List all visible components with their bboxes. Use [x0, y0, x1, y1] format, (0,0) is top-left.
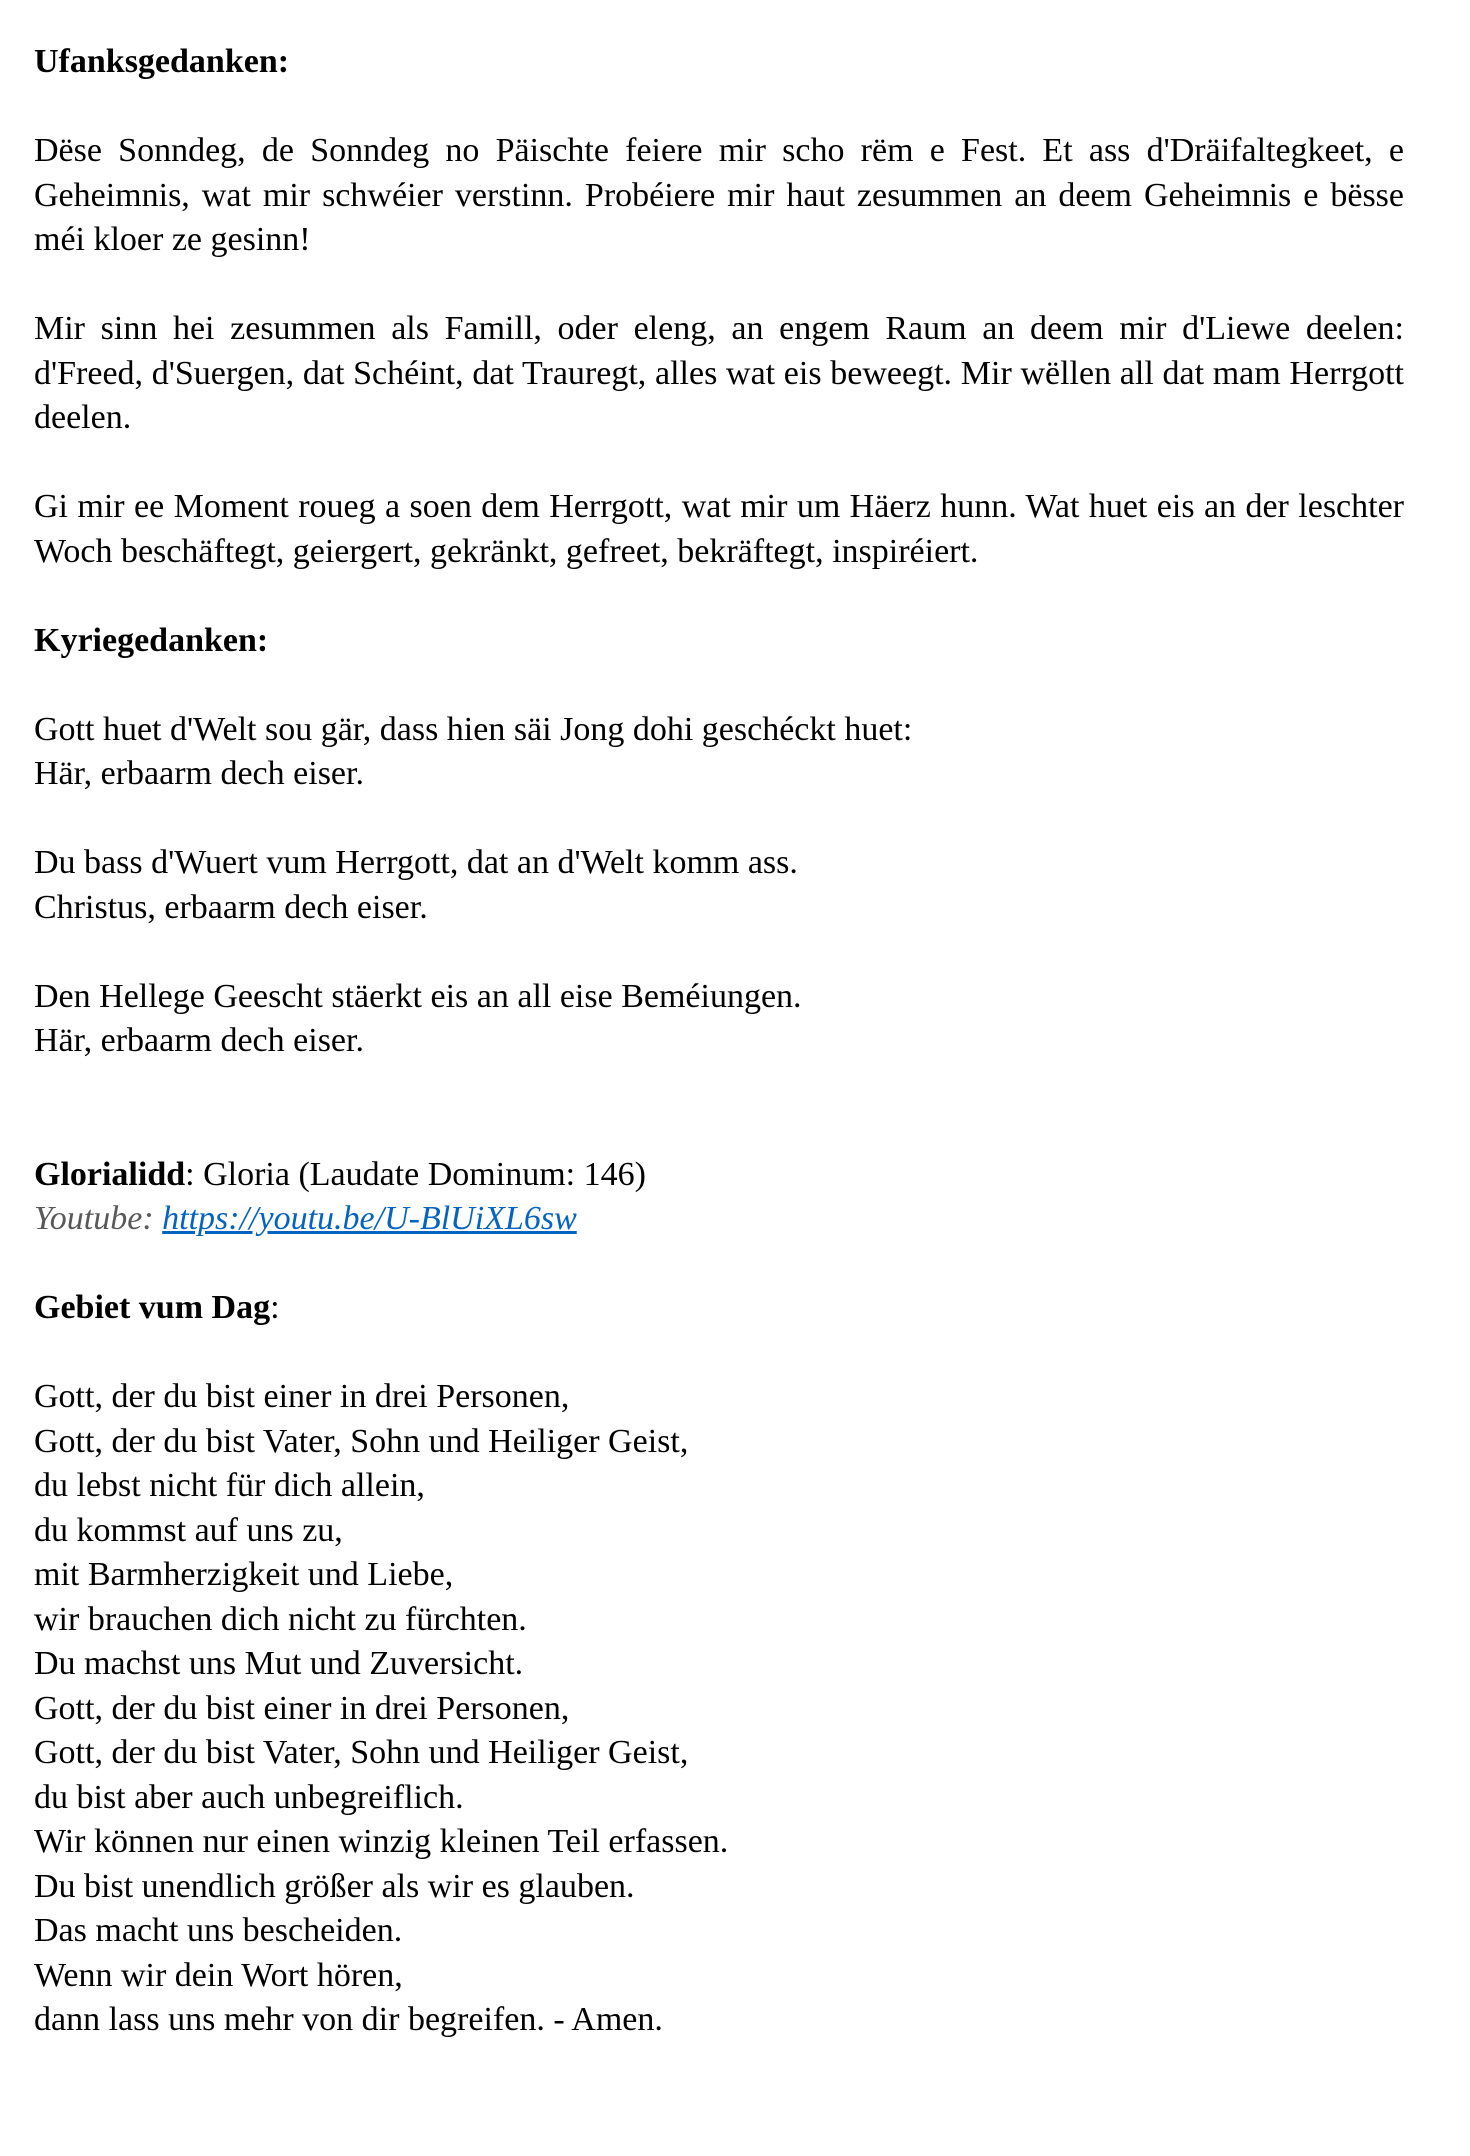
prayer-line: Gott, der du bist Vater, Sohn und Heiliger Geist,: [34, 1734, 689, 1771]
document-page: [34, 40, 1404, 2043]
prayer-line: mit Barmherzigkeit und Liebe,: [34, 1556, 454, 1593]
kyrie-stanza-3: [34, 975, 1404, 1064]
gloria-line: [34, 1153, 1404, 1198]
gebiet-heading: Gebiet vum Dag: [34, 1289, 271, 1326]
prayer-line: du bist aber auch unbegreiflich.: [34, 1778, 464, 1816]
kyrie-heading: Kyriegedanken:: [34, 621, 269, 659]
kyrie-stanza-1: [34, 708, 1404, 797]
ufanks-heading: Ufanksgedanken:: [34, 43, 290, 80]
youtube-link[interactable]: https://youtu.be/U-BlUiXL6sw: [162, 1200, 577, 1237]
kyrie-stanza-3-line-1: Den Hellege Geescht stäerkt eis an all eise Beméiungen.: [34, 977, 802, 1015]
prayer-line: du kommst auf uns zu,: [34, 1511, 343, 1549]
prayer-line: Wenn wir dein Wort hören,: [34, 1956, 403, 1994]
kyrie-stanza-1-line-1: Gott huet d'Welt sou gär, dass hien säi Jong dohi geschéckt huet:: [34, 710, 913, 748]
prayer-line: du lebst nicht für dich allein,: [34, 1467, 425, 1504]
prayer-line: wir brauchen dich nicht zu fürchten.: [34, 1600, 527, 1638]
gloria-label: Glorialidd: [34, 1155, 186, 1193]
youtube-label: Youtube:: [34, 1200, 163, 1237]
gebiet-heading-line: [34, 1286, 1404, 1331]
ufanks-paragraph-2: Mir sinn hei zesummen als Famill, oder eleng, an engem Raum an deem mir d'Liewe deelen: d'Freed, d'Suergen, dat Schéint, dat Trauregt, alles wat eis beweegt. Mir wëllen all dat mam Herrgott deelen.: [34, 310, 1404, 436]
prayer-line: Du bist unendlich größer als wir es glauben.: [34, 1867, 635, 1905]
prayer-line: Gott, der du bist einer in drei Personen,: [34, 1689, 570, 1727]
gebiet-heading-colon: :: [270, 1289, 280, 1326]
prayer-line: Du machst uns Mut und Zuversicht.: [34, 1645, 524, 1682]
ufanks-paragraph-3: Gi mir ee Moment roueg a soen dem Herrgott, wat mir um Häerz hunn. Wat huet eis an der leschter Woch beschäftegt, geiergert, gekränkt, gefreet, bekräftegt, inspiréiert.: [34, 488, 1404, 570]
prayer-line: Wir können nur einen winzig kleinen Teil erfassen.: [34, 1823, 729, 1860]
gloria-text: : Gloria (Laudate Dominum: 146): [185, 1155, 646, 1193]
ufanks-paragraph-1: Dëse Sonndeg, de Sonndeg no Päischte feiere mir scho rëm e Fest. Et ass d'Dräifaltegkeet, e Geheimnis, wat mir schwéier verstinn. Probéiere mir haut zesummen an deem Geheimnis e bësse méi kloer ze gesinn!: [34, 132, 1404, 258]
prayer-line: dann lass uns mehr von dir begreifen. - Amen.: [34, 2001, 663, 2038]
kyrie-stanza-2: [34, 841, 1404, 930]
kyrie-stanza-1-response: Här, erbaarm dech eiser.: [34, 755, 364, 792]
youtube-line: [34, 1197, 1404, 1242]
prayer-line: Gott, der du bist Vater, Sohn und Heiliger Geist,: [34, 1422, 689, 1460]
prayer-line: Gott, der du bist einer in drei Personen,: [34, 1378, 570, 1415]
gebiet-prayer: [34, 1375, 1404, 2043]
prayer-line: Das macht uns bescheiden.: [34, 1912, 403, 1949]
kyrie-stanza-3-response: Här, erbaarm dech eiser.: [34, 1022, 364, 1059]
kyrie-stanza-2-line-1: Du bass d'Wuert vum Herrgott, dat an d'Welt komm ass.: [34, 844, 798, 881]
kyrie-stanza-2-response: Christus, erbaarm dech eiser.: [34, 888, 428, 926]
